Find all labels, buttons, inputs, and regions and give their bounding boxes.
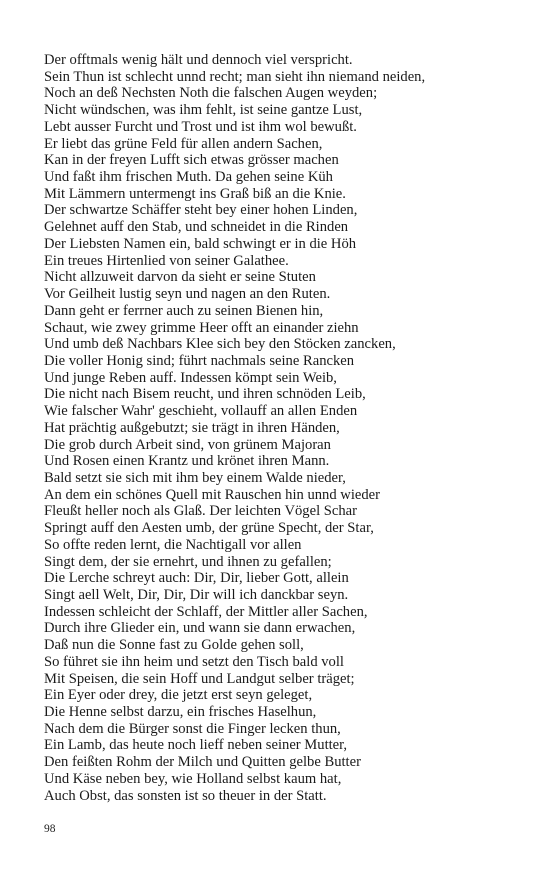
poem-line: Springt auff den Aesten umb, der grüne Specht, der Star, xyxy=(44,520,374,537)
poem-line: Die voller Honig sind; führt nachmals seine Rancken xyxy=(44,352,355,369)
poem-line: Und junge Reben auff. Indessen kömpt sein Weib, xyxy=(44,369,337,386)
poem-line: Schaut, wie zwey grimme Heer offt an einander ziehn xyxy=(44,319,359,336)
poem-line: Fleußt heller noch als Glaß. Der leichten Vögel Schar xyxy=(44,503,357,520)
poem-line: Bald setzt sie sich mit ihm bey einem Walde nieder, xyxy=(44,469,346,486)
poem-line: Und faßt ihm frischen Muth. Da gehen seine Küh xyxy=(44,169,333,186)
poem-line: An dem ein schönes Quell mit Rauschen hin unnd wieder xyxy=(44,486,380,503)
poem-line: Nicht wündschen, was ihm fehlt, ist seine gantze Lust, xyxy=(44,102,363,119)
poem-line: Indessen schleicht der Schlaff, der Mittler aller Sachen, xyxy=(44,603,368,620)
poem-line: Wie falscher Wahr' geschieht, vollauff an allen Enden xyxy=(44,403,358,420)
poem-text xyxy=(44,52,514,804)
poem-line: Den feißten Rohm der Milch und Quitten gelbe Butter xyxy=(44,754,361,771)
poem-line: Singt aell Welt, Dir, Dir, Dir will ich danckbar seyn. xyxy=(44,587,349,603)
poem-line: Lebt ausser Furcht und Trost und ist ihm wol bewußt. xyxy=(44,118,357,135)
poem-line: Und Rosen einen Krantz und krönet ihren Mann. xyxy=(44,453,330,470)
poem-line: Und umb deß Nachbars Klee sich bey den Stöcken zancken, xyxy=(44,336,396,353)
poem-line: Ein treues Hirtenlied von seiner Galathee. xyxy=(44,252,289,269)
poem-line: Er liebt das grüne Feld für allen andern Sachen, xyxy=(44,135,323,152)
poem-line: So offte reden lernt, die Nachtigall vor allen xyxy=(44,536,302,553)
poem-line: Ein Eyer oder drey, die jetzt erst seyn geleget, xyxy=(44,687,313,704)
poem-line: Mit Speisen, die sein Hoff und Landgut selber träget; xyxy=(44,670,355,687)
poem-line: Dann geht er ferrner auch zu seinen Bienen hin, xyxy=(44,302,324,319)
poem-line: Ein Lamb, das heute noch lieff neben seiner Mutter, xyxy=(44,737,348,754)
poem-line: Nach dem die Bürger sonst die Finger lecken thun, xyxy=(44,720,341,737)
poem-line: Sein Thun ist schlecht unnd recht; man sieht ihn niemand neiden, xyxy=(44,68,426,85)
poem-line: Hat prächtig außgebutzt; sie trägt in ihren Händen, xyxy=(44,419,340,436)
poem-line: Durch ihre Glieder ein, und wann sie dann erwachen, xyxy=(44,620,356,637)
poem-line: Und Käse neben bey, wie Holland selbst kaum hat, xyxy=(44,770,342,787)
poem-line: Die nicht nach Bisem reucht, und ihren schnöden Leib, xyxy=(44,386,366,403)
poem-line: Vor Geilheit lustig seyn und nagen an den Ruten. xyxy=(44,286,331,303)
poem-line: Auch Obst, das sonsten ist so theuer in der Statt. xyxy=(44,787,327,804)
page-body xyxy=(44,52,514,804)
poem-line: Der schwartze Schäffer steht bey einer hohen Linden, xyxy=(44,202,358,219)
poem-line: Gelehnet auff den Stab, und schneidet in die Rinden xyxy=(44,219,349,236)
poem-line: Singt dem, der sie ernehrt, und ihnen zu gefallen; xyxy=(44,553,332,570)
poem-line: Noch an deß Nechsten Noth die falschen Augen weyden; xyxy=(44,85,378,102)
poem-line: Der Liebsten Namen ein, bald schwingt er in die Höh xyxy=(44,235,357,252)
poem-line: Nicht allzuweit darvon da sieht er seine Stuten xyxy=(44,269,316,286)
page-number: 98 xyxy=(44,823,56,835)
poem-line: Die Lerche schreyt auch: Dir, Dir, lieber Gott, allein xyxy=(44,570,349,587)
poem-line: Mit Lämmern untermengt ins Graß biß an die Knie. xyxy=(44,185,346,202)
poem-line: Die Henne selbst darzu, ein frisches Haselhun, xyxy=(44,704,317,721)
poem-line: Kan in der freyen Lufft sich etwas grösser machen xyxy=(44,152,339,169)
poem-line: Der offtmals wenig hält und dennoch viel verspricht. xyxy=(44,52,353,68)
poem-line: So führet sie ihn heim und setzt den Tisch bald voll xyxy=(44,653,344,670)
poem-line: Daß nun die Sonne fast zu Golde gehen soll, xyxy=(44,637,304,654)
poem-line: Die grob durch Arbeit sind, von grünem Majoran xyxy=(44,436,331,453)
